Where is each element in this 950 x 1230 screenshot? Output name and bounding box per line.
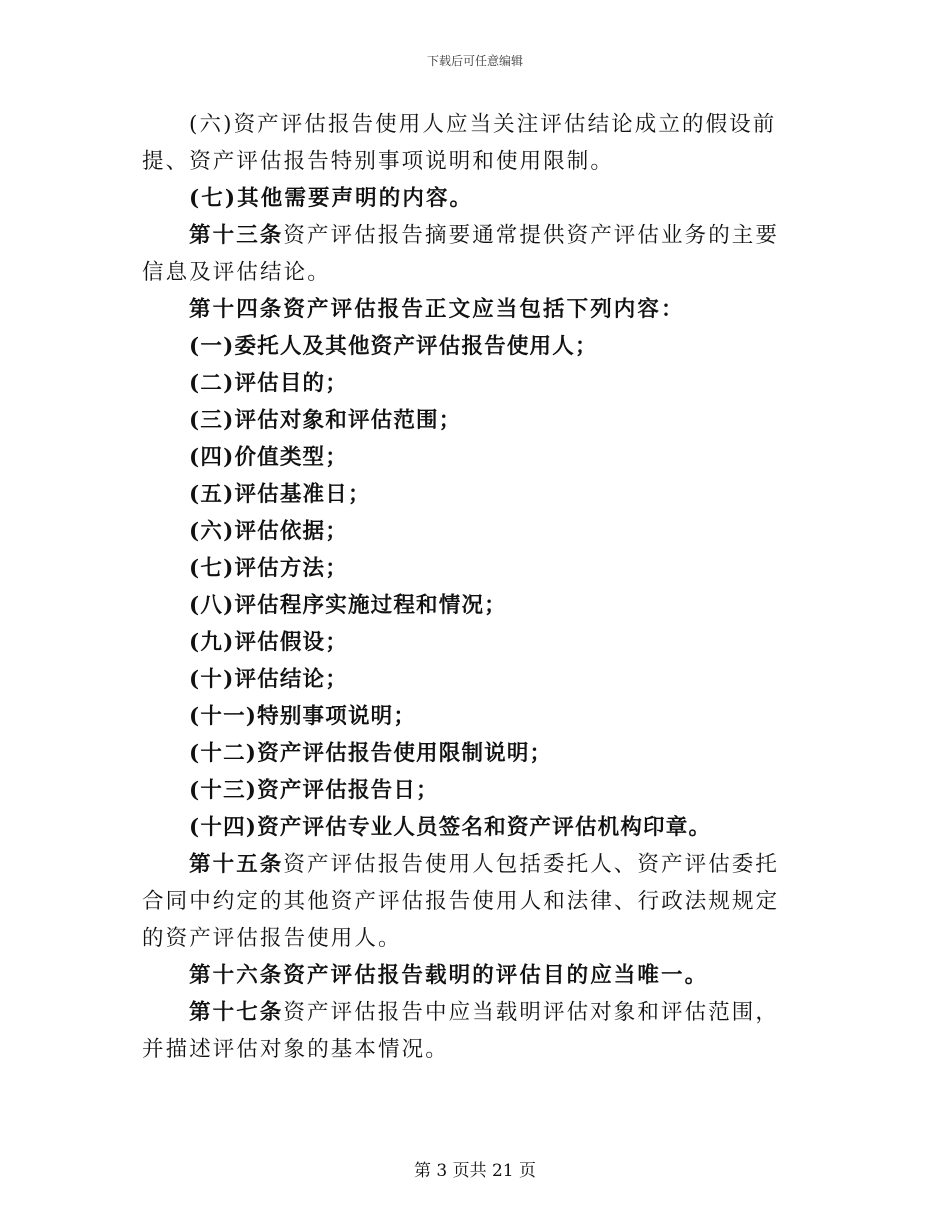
- list-item: (十二)资产评估报告使用限制说明；: [189, 741, 553, 766]
- list-item: (三)评估对象和评估范围；: [189, 408, 462, 433]
- page-footer: 第 3 页共 21 页: [413, 1161, 537, 1181]
- list-item: (七)评估方法；: [189, 556, 348, 581]
- article-text: 资产评估报告摘要通常提供资产评估业务的主要信息及评估结论。: [142, 223, 780, 285]
- article-number: 第十三条: [189, 223, 284, 248]
- list-item: (十)评估结论；: [189, 667, 348, 692]
- page-header: 下载后可任意编辑: [426, 54, 523, 68]
- article-14: [142, 291, 802, 328]
- list-item: (六)评估依据；: [189, 519, 348, 544]
- list-item: (一)委托人及其他资产评估报告使用人；: [189, 334, 598, 359]
- list-item: (十三)资产评估报告日；: [189, 778, 439, 803]
- list-item: (四)价值类型；: [189, 445, 348, 470]
- paragraph-text: (七)其他需要声明的内容。: [189, 186, 474, 211]
- document-body: [142, 106, 802, 1068]
- paragraph-text: (六)资产评估报告使用人应当关注评估结论成立的假设前提、资产评估报告特别事项说明和使用限制。: [142, 112, 777, 174]
- list-item: (九)评估假设；: [189, 630, 348, 655]
- list-item: (十一)特别事项说明；: [189, 704, 417, 729]
- article-number: 第十七条: [189, 1000, 284, 1025]
- article-text: 第十六条资产评估报告载明的评估目的应当唯一。: [189, 963, 709, 988]
- article-16: [142, 957, 802, 994]
- list-item: [142, 365, 802, 402]
- article-text: 资产评估报告使用人包括委托人、资产评估委托合同中约定的其他资产评估报告使用人和法律、行政法规规定的资产评估报告使用人。: [142, 852, 780, 951]
- paragraph-other-declarations: [142, 180, 802, 217]
- paragraph-assumptions: [142, 106, 802, 180]
- article-number: 第十五条: [189, 852, 284, 877]
- article-15: [142, 846, 802, 957]
- article-text: 第十四条资产评估报告正文应当包括下列内容：: [189, 297, 685, 322]
- article-17: [142, 994, 802, 1068]
- list-item-text: (二)评估目的；: [189, 371, 348, 396]
- article-text: 资产评估报告中应当载明评估对象和评估范围，并描述评估对象的基本情况。: [142, 1000, 780, 1062]
- list-item: (五)评估基准日；: [189, 482, 371, 507]
- list-item: (八)评估程序实施过程和情况；: [189, 593, 507, 618]
- list-item: (十四)资产评估专业人员签名和资产评估机构印章。: [189, 815, 712, 840]
- article-13: [142, 217, 802, 291]
